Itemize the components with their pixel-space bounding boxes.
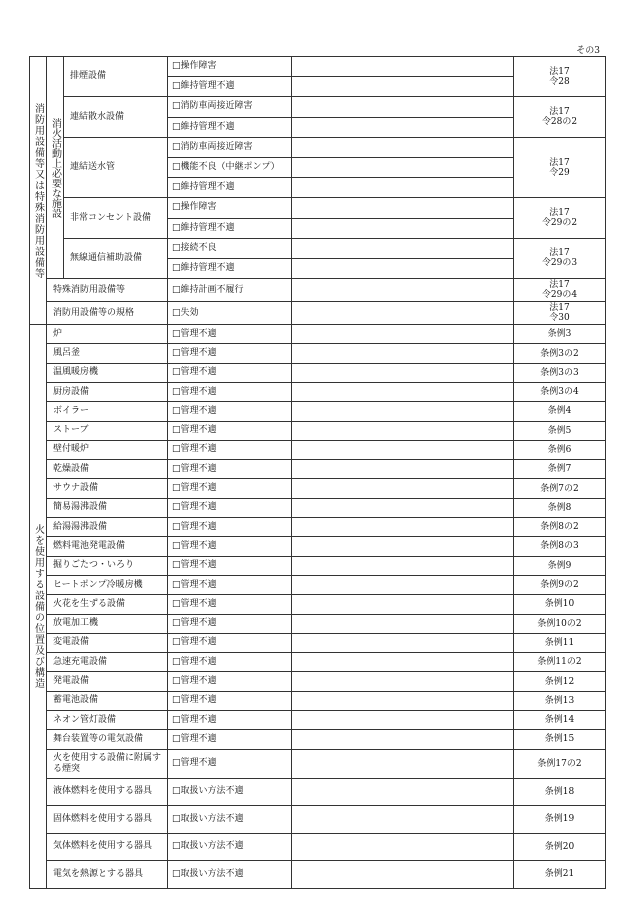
remarks-cell[interactable] <box>292 460 514 479</box>
remarks-cell[interactable] <box>292 363 514 382</box>
law-reference <box>514 137 606 198</box>
remarks-cell[interactable] <box>292 653 514 672</box>
equipment-name: 厨房設備 <box>47 382 168 401</box>
table-row <box>30 479 606 498</box>
law-line: 令28の2 <box>541 117 578 128</box>
table-row <box>30 421 606 440</box>
remarks-cell[interactable] <box>292 711 514 730</box>
table-row <box>30 325 606 344</box>
remarks-cell[interactable] <box>292 137 514 157</box>
remarks-cell[interactable] <box>292 440 514 459</box>
remarks-cell[interactable] <box>292 691 514 710</box>
table-row <box>30 279 606 302</box>
law-reference <box>514 279 606 302</box>
law-reference: 条例5 <box>514 421 606 440</box>
check-item[interactable]: □操作障害 <box>168 198 292 218</box>
equipment-name: 連結送水管 <box>64 137 168 198</box>
equipment-name: 火を使用する設備に附属する煙突 <box>47 749 168 778</box>
table-row <box>30 749 606 778</box>
law-reference: 条例13 <box>514 691 606 710</box>
table-row <box>30 778 606 806</box>
law-reference: 条例4 <box>514 402 606 421</box>
remarks-cell[interactable] <box>292 382 514 401</box>
remarks-cell[interactable] <box>292 749 514 778</box>
check-item[interactable]: □維持管理不適 <box>168 117 292 137</box>
check-item[interactable]: □管理不適 <box>168 653 292 672</box>
table-row <box>30 440 606 459</box>
law-reference: 条例15 <box>514 730 606 749</box>
law-reference: 条例18 <box>514 778 606 806</box>
equipment-name: 給湯湯沸設備 <box>47 518 168 537</box>
law-reference: 条例21 <box>514 861 606 889</box>
check-item[interactable]: □管理不適 <box>168 479 292 498</box>
remarks-cell[interactable] <box>292 198 514 218</box>
check-item[interactable]: □維持管理不適 <box>168 218 292 238</box>
table-row <box>30 302 606 325</box>
check-item[interactable]: □管理不適 <box>168 460 292 479</box>
check-item[interactable]: □管理不適 <box>168 575 292 594</box>
check-item[interactable]: □接続不良 <box>168 238 292 258</box>
law-reference: 条例12 <box>514 672 606 691</box>
group-label-fire-equipment: 消防用設備等又は特殊消防用設備等 <box>30 57 47 325</box>
law-reference: 条例20 <box>514 833 606 861</box>
law-reference: 条例7の2 <box>514 479 606 498</box>
law-reference: 条例8の3 <box>514 537 606 556</box>
equipment-name: 固体燃料を使用する器具 <box>47 806 168 834</box>
remarks-cell[interactable] <box>292 238 514 258</box>
table-row <box>30 556 606 575</box>
equipment-name: 消防用設備等の規格 <box>47 302 168 325</box>
check-item[interactable]: □消防車両接近障害 <box>168 97 292 117</box>
table-row <box>30 382 606 401</box>
equipment-name: 変電設備 <box>47 633 168 652</box>
check-item[interactable]: □失効 <box>168 302 292 325</box>
law-reference: 条例6 <box>514 440 606 459</box>
check-item[interactable]: □管理不適 <box>168 325 292 344</box>
law-reference <box>514 302 606 325</box>
equipment-name: 舞台装置等の電気設備 <box>47 730 168 749</box>
equipment-name: 掘りごたつ・いろり <box>47 556 168 575</box>
table-row <box>30 137 606 157</box>
table-row <box>30 730 606 749</box>
table-row <box>30 460 606 479</box>
equipment-name: 急速充電設備 <box>47 653 168 672</box>
law-line: 令29 <box>549 167 570 178</box>
remarks-cell[interactable] <box>292 575 514 594</box>
check-item[interactable]: □消防車両接近障害 <box>168 137 292 157</box>
check-item[interactable]: □管理不適 <box>168 382 292 401</box>
check-item[interactable]: □管理不適 <box>168 537 292 556</box>
remarks-cell[interactable] <box>292 258 514 278</box>
law-reference: 条例11 <box>514 633 606 652</box>
check-item[interactable]: □取扱い方法不適 <box>168 861 292 889</box>
check-item[interactable]: □管理不適 <box>168 614 292 633</box>
subgroup-label-firefighting: 消火活動上必要な施設 <box>47 57 64 279</box>
table-row <box>30 402 606 421</box>
equipment-name: 火花を生ずる設備 <box>47 595 168 614</box>
law-reference: 条例9の2 <box>514 575 606 594</box>
law-line: 法17 <box>549 280 570 291</box>
check-item[interactable]: □管理不適 <box>168 402 292 421</box>
equipment-name: 連結散水設備 <box>64 97 168 137</box>
check-item[interactable]: □維持計画不履行 <box>168 279 292 302</box>
equipment-name: 簡易湯沸設備 <box>47 498 168 517</box>
law-reference <box>514 198 606 238</box>
check-item[interactable]: □維持管理不適 <box>168 77 292 97</box>
check-item[interactable]: □管理不適 <box>168 749 292 778</box>
law-reference <box>514 97 606 137</box>
check-item[interactable]: □管理不適 <box>168 518 292 537</box>
equipment-name: 非常コンセント設備 <box>64 198 168 238</box>
law-reference: 条例9 <box>514 556 606 575</box>
law-reference <box>514 238 606 278</box>
table-row <box>30 633 606 652</box>
law-reference: 条例19 <box>514 806 606 834</box>
law-reference: 条例3の2 <box>514 344 606 363</box>
check-item[interactable]: □管理不適 <box>168 633 292 652</box>
table-row <box>30 833 606 861</box>
check-item[interactable]: □管理不適 <box>168 344 292 363</box>
law-reference: 条例10 <box>514 595 606 614</box>
law-line: 令28 <box>549 76 570 87</box>
check-item[interactable]: □管理不適 <box>168 730 292 749</box>
remarks-cell[interactable] <box>292 806 514 834</box>
table-row <box>30 614 606 633</box>
law-line: 法17 <box>549 303 570 314</box>
check-item[interactable]: □管理不適 <box>168 691 292 710</box>
equipment-name: 蓄電池設備 <box>47 691 168 710</box>
remarks-cell[interactable] <box>292 97 514 117</box>
remarks-cell[interactable] <box>292 344 514 363</box>
law-reference: 条例8の2 <box>514 518 606 537</box>
check-item[interactable]: □取扱い方法不適 <box>168 833 292 861</box>
law-reference: 条例8 <box>514 498 606 517</box>
equipment-name: 温風暖房機 <box>47 363 168 382</box>
table-row <box>30 672 606 691</box>
equipment-name: 燃料電池発電設備 <box>47 537 168 556</box>
law-reference: 条例11の2 <box>514 653 606 672</box>
remarks-cell[interactable] <box>292 498 514 517</box>
equipment-name: ストーブ <box>47 421 168 440</box>
equipment-name: 液体燃料を使用する器具 <box>47 778 168 806</box>
remarks-cell[interactable] <box>292 537 514 556</box>
law-line: 令29の3 <box>541 258 578 269</box>
law-line: 令29の2 <box>541 218 578 228</box>
table-row <box>30 97 606 117</box>
remarks-cell[interactable] <box>292 421 514 440</box>
group-label-fire-use-equipment: 火を使用する設備の位置及び構造 <box>30 325 47 889</box>
remarks-cell[interactable] <box>292 77 514 97</box>
remarks-cell[interactable] <box>292 778 514 806</box>
law-line: 令30 <box>549 313 570 324</box>
remarks-cell[interactable] <box>292 117 514 137</box>
check-item[interactable]: □管理不適 <box>168 556 292 575</box>
equipment-name: ボイラー <box>47 402 168 421</box>
remarks-cell[interactable] <box>292 861 514 889</box>
equipment-name: 風呂釜 <box>47 344 168 363</box>
law-reference <box>514 57 606 97</box>
equipment-name: ヒートポンプ冷暖房機 <box>47 575 168 594</box>
law-reference: 条例3 <box>514 325 606 344</box>
equipment-name: 放電加工機 <box>47 614 168 633</box>
check-item[interactable]: □維持管理不適 <box>168 178 292 198</box>
equipment-name: 特殊消防用設備等 <box>47 279 168 302</box>
equipment-name: 電気を熱源とする器具 <box>47 861 168 889</box>
law-line: 令29の4 <box>541 290 578 301</box>
law-reference: 条例3の3 <box>514 363 606 382</box>
equipment-name: 排煙設備 <box>64 57 168 97</box>
remarks-cell[interactable] <box>292 218 514 238</box>
check-item[interactable]: □取扱い方法不適 <box>168 806 292 834</box>
law-reference: 条例7 <box>514 460 606 479</box>
equipment-name: 気体燃料を使用する器具 <box>47 833 168 861</box>
remarks-cell[interactable] <box>292 325 514 344</box>
law-reference: 条例10の2 <box>514 614 606 633</box>
remarks-cell[interactable] <box>292 178 514 198</box>
check-item[interactable]: □操作障害 <box>168 57 292 77</box>
remarks-cell[interactable] <box>292 595 514 614</box>
remarks-cell[interactable] <box>292 730 514 749</box>
remarks-cell[interactable] <box>292 279 514 302</box>
table-row <box>30 363 606 382</box>
table-row <box>30 806 606 834</box>
remarks-cell[interactable] <box>292 556 514 575</box>
check-item[interactable]: □管理不適 <box>168 421 292 440</box>
remarks-cell[interactable] <box>292 614 514 633</box>
remarks-cell[interactable] <box>292 57 514 77</box>
remarks-cell[interactable] <box>292 633 514 652</box>
page-number: その3 <box>576 46 600 56</box>
equipment-name: 壁付暖炉 <box>47 440 168 459</box>
table-row <box>30 518 606 537</box>
law-reference: 条例17の2 <box>514 749 606 778</box>
law-line: 法17 <box>549 157 570 168</box>
equipment-name: 乾燥設備 <box>47 460 168 479</box>
table-row <box>30 344 606 363</box>
remarks-cell[interactable] <box>292 402 514 421</box>
law-line: 法17 <box>549 107 570 118</box>
remarks-cell[interactable] <box>292 672 514 691</box>
table-row <box>30 238 606 258</box>
check-item[interactable]: □維持管理不適 <box>168 258 292 278</box>
inspection-table <box>29 56 606 889</box>
table-row <box>30 198 606 218</box>
equipment-name: 無線通信補助設備 <box>64 238 168 278</box>
table-row <box>30 537 606 556</box>
table-row <box>30 595 606 614</box>
law-line: 法17 <box>549 248 570 259</box>
table-row <box>30 691 606 710</box>
remarks-cell[interactable] <box>292 479 514 498</box>
table-row <box>30 711 606 730</box>
check-item[interactable]: □管理不適 <box>168 711 292 730</box>
table-row <box>30 57 606 77</box>
remarks-cell[interactable] <box>292 157 514 177</box>
check-item[interactable]: □管理不適 <box>168 363 292 382</box>
equipment-name: 発電設備 <box>47 672 168 691</box>
law-line: 法17 <box>549 208 570 218</box>
check-item[interactable]: □管理不適 <box>168 498 292 517</box>
table-row <box>30 498 606 517</box>
law-reference: 条例3の4 <box>514 382 606 401</box>
law-reference: 条例14 <box>514 711 606 730</box>
equipment-name: 炉 <box>47 325 168 344</box>
check-item[interactable]: □取扱い方法不適 <box>168 778 292 806</box>
check-item[interactable]: □管理不適 <box>168 672 292 691</box>
remarks-cell[interactable] <box>292 302 514 325</box>
remarks-cell[interactable] <box>292 833 514 861</box>
table-row <box>30 861 606 889</box>
check-item[interactable]: □機能不良（中継ポンプ） <box>168 157 292 177</box>
equipment-name: ネオン管灯設備 <box>47 711 168 730</box>
remarks-cell[interactable] <box>292 518 514 537</box>
check-item[interactable]: □管理不適 <box>168 440 292 459</box>
law-line: 法17 <box>549 66 570 77</box>
check-item[interactable]: □管理不適 <box>168 595 292 614</box>
equipment-name: サウナ設備 <box>47 479 168 498</box>
table-row <box>30 653 606 672</box>
table-row <box>30 575 606 594</box>
